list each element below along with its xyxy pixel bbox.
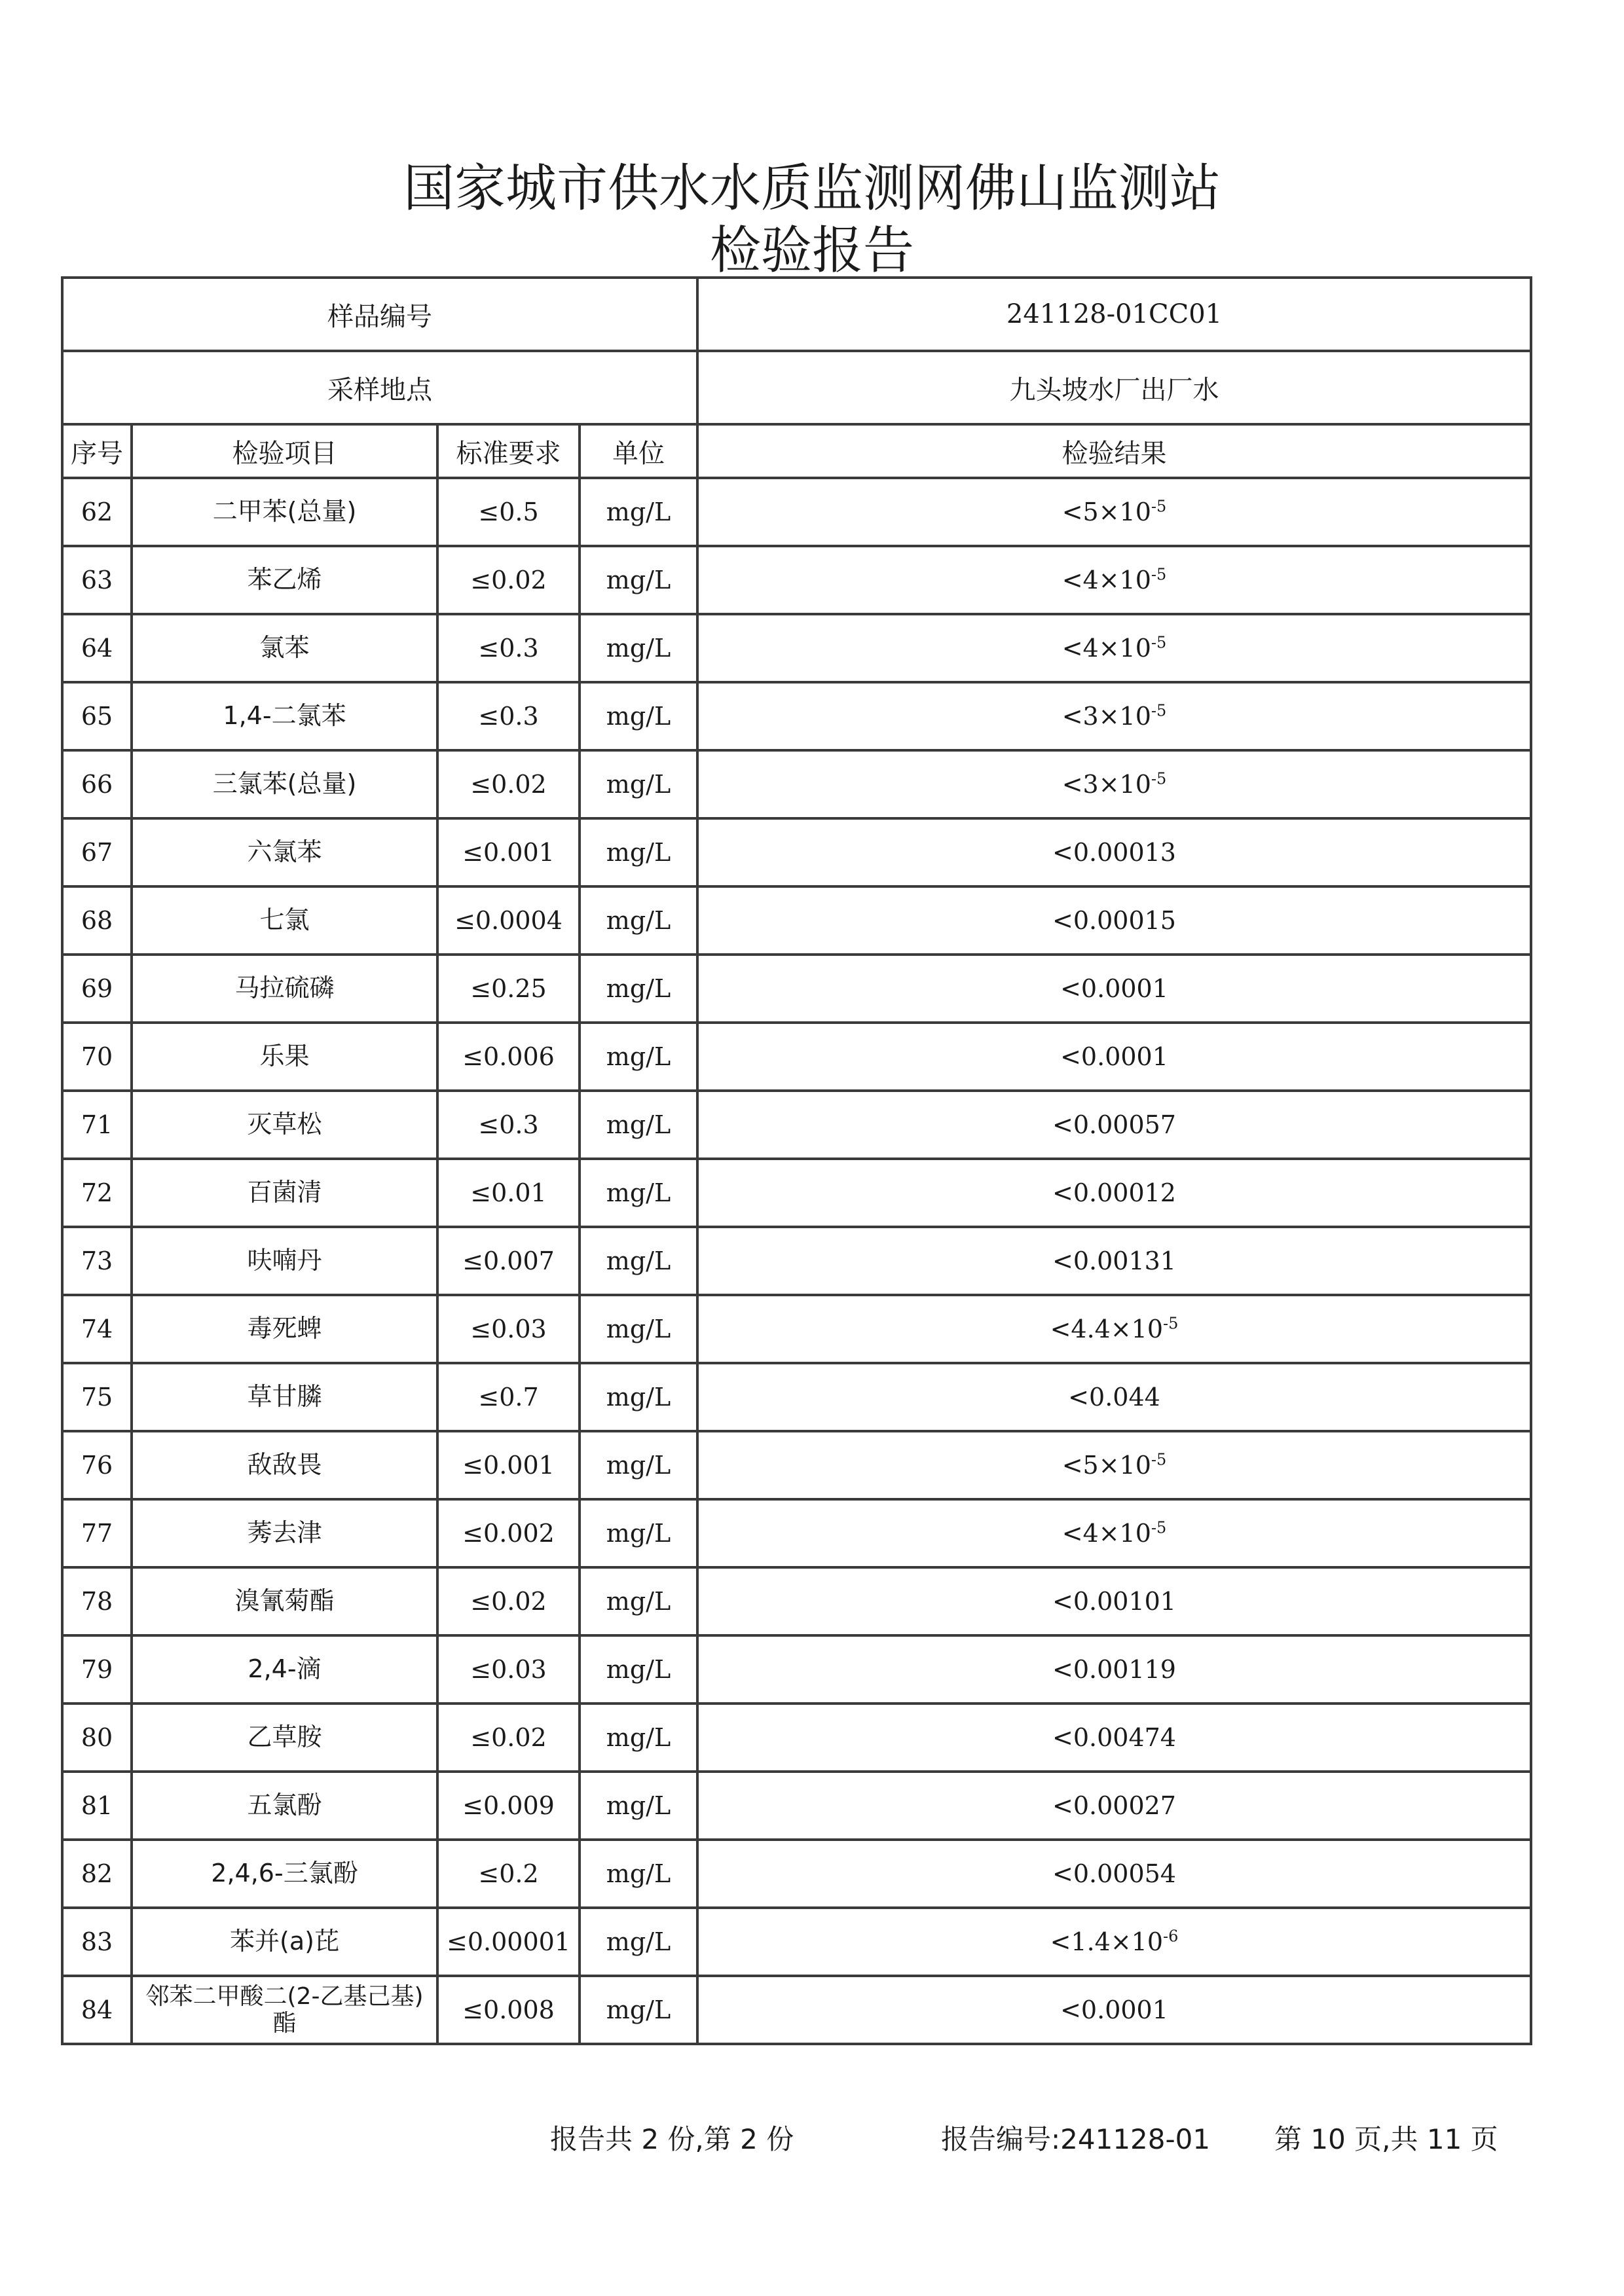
row-result-value: <0.00012 bbox=[1052, 1178, 1176, 1207]
header-unit: 单位 bbox=[580, 424, 697, 478]
row-unit: mg/L bbox=[580, 1023, 697, 1091]
row-standard: ≤0.02 bbox=[437, 1567, 580, 1635]
row-item: 莠去津 bbox=[132, 1499, 437, 1567]
row-item: 1,4-二氯苯 bbox=[132, 682, 437, 750]
row-unit: mg/L bbox=[580, 1704, 697, 1772]
row-result-value: <4.4×10 bbox=[1050, 1315, 1164, 1343]
row-item: 毒死蜱 bbox=[132, 1295, 437, 1363]
row-seq: 78 bbox=[62, 1567, 132, 1635]
row-item: 2,4,6-三氯酚 bbox=[132, 1840, 437, 1908]
row-result bbox=[697, 1704, 1531, 1772]
row-result-value: <0.044 bbox=[1068, 1383, 1160, 1412]
row-result bbox=[697, 1363, 1531, 1431]
table-row bbox=[62, 478, 1531, 546]
row-seq: 84 bbox=[62, 1976, 132, 2044]
row-unit: mg/L bbox=[580, 1159, 697, 1227]
row-standard: ≤0.02 bbox=[437, 546, 580, 614]
row-unit: mg/L bbox=[580, 1908, 697, 1976]
row-standard: ≤0.0004 bbox=[437, 886, 580, 955]
row-item: 六氯苯 bbox=[132, 818, 437, 886]
row-result-value: <5×10 bbox=[1061, 1451, 1151, 1480]
row-standard: ≤0.03 bbox=[437, 1295, 580, 1363]
row-item: 三氯苯(总量) bbox=[132, 750, 437, 818]
row-item: 马拉硫磷 bbox=[132, 955, 437, 1023]
table-row bbox=[62, 1295, 1531, 1363]
row-result-exponent: -5 bbox=[1163, 1314, 1179, 1333]
row-result-value: <1.4×10 bbox=[1050, 1927, 1164, 1956]
table-row bbox=[62, 1363, 1531, 1431]
row-result-value: <0.0001 bbox=[1060, 1995, 1168, 2024]
table-row bbox=[62, 750, 1531, 818]
row-unit: mg/L bbox=[580, 682, 697, 750]
row-unit: mg/L bbox=[580, 886, 697, 955]
row-unit: mg/L bbox=[580, 1772, 697, 1840]
row-standard: ≤0.001 bbox=[437, 1431, 580, 1499]
row-result bbox=[697, 682, 1531, 750]
row-result-value: <0.00013 bbox=[1052, 838, 1176, 867]
row-standard: ≤0.7 bbox=[437, 1363, 580, 1431]
footer-copies: 报告共 2 份,第 2 份 bbox=[550, 2123, 794, 2155]
row-standard: ≤0.01 bbox=[437, 1159, 580, 1227]
results-table bbox=[61, 276, 1532, 2045]
table-row bbox=[62, 1840, 1531, 1908]
row-standard: ≤0.006 bbox=[437, 1023, 580, 1091]
row-result bbox=[697, 1499, 1531, 1567]
row-standard: ≤0.2 bbox=[437, 1840, 580, 1908]
table-row bbox=[62, 546, 1531, 614]
row-standard: ≤0.3 bbox=[437, 614, 580, 682]
row-seq: 75 bbox=[62, 1363, 132, 1431]
table-row bbox=[62, 1091, 1531, 1159]
row-seq: 73 bbox=[62, 1227, 132, 1295]
row-seq: 82 bbox=[62, 1840, 132, 1908]
row-result bbox=[697, 546, 1531, 614]
row-seq: 80 bbox=[62, 1704, 132, 1772]
table-row bbox=[62, 886, 1531, 955]
row-result bbox=[697, 1635, 1531, 1704]
row-standard: ≤0.001 bbox=[437, 818, 580, 886]
row-seq: 69 bbox=[62, 955, 132, 1023]
sample-no-row bbox=[62, 278, 1531, 351]
row-seq: 62 bbox=[62, 478, 132, 546]
row-standard: ≤0.02 bbox=[437, 1704, 580, 1772]
row-unit: mg/L bbox=[580, 1976, 697, 2044]
row-item: 乐果 bbox=[132, 1023, 437, 1091]
row-unit: mg/L bbox=[580, 1499, 697, 1567]
row-unit: mg/L bbox=[580, 1431, 697, 1499]
table-row bbox=[62, 1431, 1531, 1499]
row-result-exponent: -5 bbox=[1151, 565, 1167, 584]
row-unit: mg/L bbox=[580, 818, 697, 886]
footer-report-no: 报告编号:241128-01 bbox=[941, 2123, 1211, 2155]
header-item: 检验项目 bbox=[132, 424, 437, 478]
table-row bbox=[62, 1704, 1531, 1772]
row-result bbox=[697, 1295, 1531, 1363]
row-seq: 68 bbox=[62, 886, 132, 955]
row-result bbox=[697, 1567, 1531, 1635]
row-result bbox=[697, 1431, 1531, 1499]
row-seq: 74 bbox=[62, 1295, 132, 1363]
row-result-value: <3×10 bbox=[1061, 702, 1151, 731]
table-row bbox=[62, 682, 1531, 750]
table-row bbox=[62, 1227, 1531, 1295]
row-standard: ≤0.3 bbox=[437, 1091, 580, 1159]
row-seq: 71 bbox=[62, 1091, 132, 1159]
header-result: 检验结果 bbox=[697, 424, 1531, 478]
row-unit: mg/L bbox=[580, 1091, 697, 1159]
row-unit: mg/L bbox=[580, 1567, 697, 1635]
page-title: 国家城市供水水质监测网佛山监测站 bbox=[403, 159, 1221, 218]
row-result-value: <0.00101 bbox=[1052, 1587, 1176, 1616]
row-unit: mg/L bbox=[580, 478, 697, 546]
row-result-value: <4×10 bbox=[1061, 566, 1151, 594]
row-item: 2,4-滴 bbox=[132, 1635, 437, 1704]
row-unit: mg/L bbox=[580, 1295, 697, 1363]
row-item: 灭草松 bbox=[132, 1091, 437, 1159]
row-item: 苯乙烯 bbox=[132, 546, 437, 614]
row-result bbox=[697, 614, 1531, 682]
row-standard: ≤0.009 bbox=[437, 1772, 580, 1840]
row-standard: ≤0.5 bbox=[437, 478, 580, 546]
row-standard: ≤0.03 bbox=[437, 1635, 580, 1704]
table-row bbox=[62, 1567, 1531, 1635]
row-result-value: <4×10 bbox=[1061, 1519, 1151, 1548]
row-item: 溴氰菊酯 bbox=[132, 1567, 437, 1635]
row-item: 氯苯 bbox=[132, 614, 437, 682]
row-result bbox=[697, 1159, 1531, 1227]
row-result-value: <4×10 bbox=[1061, 634, 1151, 663]
row-unit: mg/L bbox=[580, 614, 697, 682]
header-seq: 序号 bbox=[62, 424, 132, 478]
table-row bbox=[62, 1772, 1531, 1840]
row-item: 苯并(a)芘 bbox=[132, 1908, 437, 1976]
table-row bbox=[62, 614, 1531, 682]
row-standard: ≤0.00001 bbox=[437, 1908, 580, 1976]
header-standard: 标准要求 bbox=[437, 424, 580, 478]
row-seq: 79 bbox=[62, 1635, 132, 1704]
location-row bbox=[62, 351, 1531, 424]
table-row bbox=[62, 1499, 1531, 1567]
row-standard: ≤0.008 bbox=[437, 1976, 580, 2044]
row-item: 敌敌畏 bbox=[132, 1431, 437, 1499]
row-item: 七氯 bbox=[132, 886, 437, 955]
row-unit: mg/L bbox=[580, 1840, 697, 1908]
row-standard: ≤0.02 bbox=[437, 750, 580, 818]
table-row bbox=[62, 955, 1531, 1023]
row-seq: 77 bbox=[62, 1499, 132, 1567]
row-unit: mg/L bbox=[580, 546, 697, 614]
row-result bbox=[697, 1227, 1531, 1295]
row-item: 草甘膦 bbox=[132, 1363, 437, 1431]
row-seq: 83 bbox=[62, 1908, 132, 1976]
row-standard: ≤0.3 bbox=[437, 682, 580, 750]
header-row bbox=[62, 424, 1531, 478]
row-unit: mg/L bbox=[580, 1363, 697, 1431]
row-result-value: <0.00119 bbox=[1052, 1655, 1176, 1684]
table-row bbox=[62, 1023, 1531, 1091]
row-result-exponent: -5 bbox=[1151, 769, 1167, 788]
table-row bbox=[62, 1976, 1531, 2044]
row-result-value: <0.00057 bbox=[1052, 1110, 1176, 1139]
row-result-exponent: -5 bbox=[1151, 1518, 1167, 1537]
table-row bbox=[62, 1908, 1531, 1976]
sample-no-label: 样品编号 bbox=[62, 278, 697, 351]
row-result bbox=[697, 955, 1531, 1023]
row-standard: ≤0.25 bbox=[437, 955, 580, 1023]
row-unit: mg/L bbox=[580, 1227, 697, 1295]
location-label: 采样地点 bbox=[62, 351, 697, 424]
row-result-value: <0.00027 bbox=[1052, 1791, 1176, 1820]
row-result-exponent: -5 bbox=[1151, 497, 1167, 516]
row-result bbox=[697, 818, 1531, 886]
row-item: 乙草胺 bbox=[132, 1704, 437, 1772]
row-result-value: <0.0001 bbox=[1060, 1042, 1168, 1071]
row-unit: mg/L bbox=[580, 1635, 697, 1704]
row-seq: 76 bbox=[62, 1431, 132, 1499]
footer-page: 第 10 页,共 11 页 bbox=[1274, 2123, 1498, 2155]
row-result bbox=[697, 1023, 1531, 1091]
row-result bbox=[697, 886, 1531, 955]
row-seq: 65 bbox=[62, 682, 132, 750]
row-item: 二甲苯(总量) bbox=[132, 478, 437, 546]
row-seq: 72 bbox=[62, 1159, 132, 1227]
row-seq: 70 bbox=[62, 1023, 132, 1091]
row-item: 邻苯二甲酸二(2-乙基己基)酯 bbox=[132, 1976, 437, 2044]
row-result-value: <3×10 bbox=[1061, 770, 1151, 799]
row-standard: ≤0.007 bbox=[437, 1227, 580, 1295]
row-result bbox=[697, 1840, 1531, 1908]
row-standard: ≤0.002 bbox=[437, 1499, 580, 1567]
row-result-exponent: -5 bbox=[1151, 701, 1167, 720]
row-item: 五氯酚 bbox=[132, 1772, 437, 1840]
row-result bbox=[697, 1908, 1531, 1976]
row-seq: 81 bbox=[62, 1772, 132, 1840]
row-seq: 67 bbox=[62, 818, 132, 886]
table-row bbox=[62, 1635, 1531, 1704]
row-result-value: <5×10 bbox=[1061, 498, 1151, 526]
location-value: 九头坡水厂出厂水 bbox=[697, 351, 1531, 424]
row-result-exponent: -5 bbox=[1151, 1450, 1167, 1469]
row-result-exponent: -6 bbox=[1163, 1927, 1179, 1946]
row-result-value: <0.0001 bbox=[1060, 974, 1168, 1003]
row-item: 呋喃丹 bbox=[132, 1227, 437, 1295]
row-result-value: <0.00015 bbox=[1052, 906, 1176, 935]
row-result-value: <0.00054 bbox=[1052, 1859, 1176, 1888]
row-seq: 64 bbox=[62, 614, 132, 682]
row-result bbox=[697, 1976, 1531, 2044]
row-result-value: <0.00131 bbox=[1052, 1247, 1176, 1275]
row-result bbox=[697, 1772, 1531, 1840]
row-seq: 63 bbox=[62, 546, 132, 614]
row-result bbox=[697, 1091, 1531, 1159]
row-unit: mg/L bbox=[580, 750, 697, 818]
row-result bbox=[697, 750, 1531, 818]
row-result-exponent: -5 bbox=[1151, 633, 1167, 652]
row-result bbox=[697, 478, 1531, 546]
table-row bbox=[62, 1159, 1531, 1227]
page-subtitle: 检验报告 bbox=[709, 221, 914, 280]
row-item: 百菌清 bbox=[132, 1159, 437, 1227]
sample-no-value: 241128-01CC01 bbox=[697, 278, 1531, 351]
row-unit: mg/L bbox=[580, 955, 697, 1023]
row-seq: 66 bbox=[62, 750, 132, 818]
row-result-value: <0.00474 bbox=[1052, 1723, 1176, 1752]
table-row bbox=[62, 818, 1531, 886]
